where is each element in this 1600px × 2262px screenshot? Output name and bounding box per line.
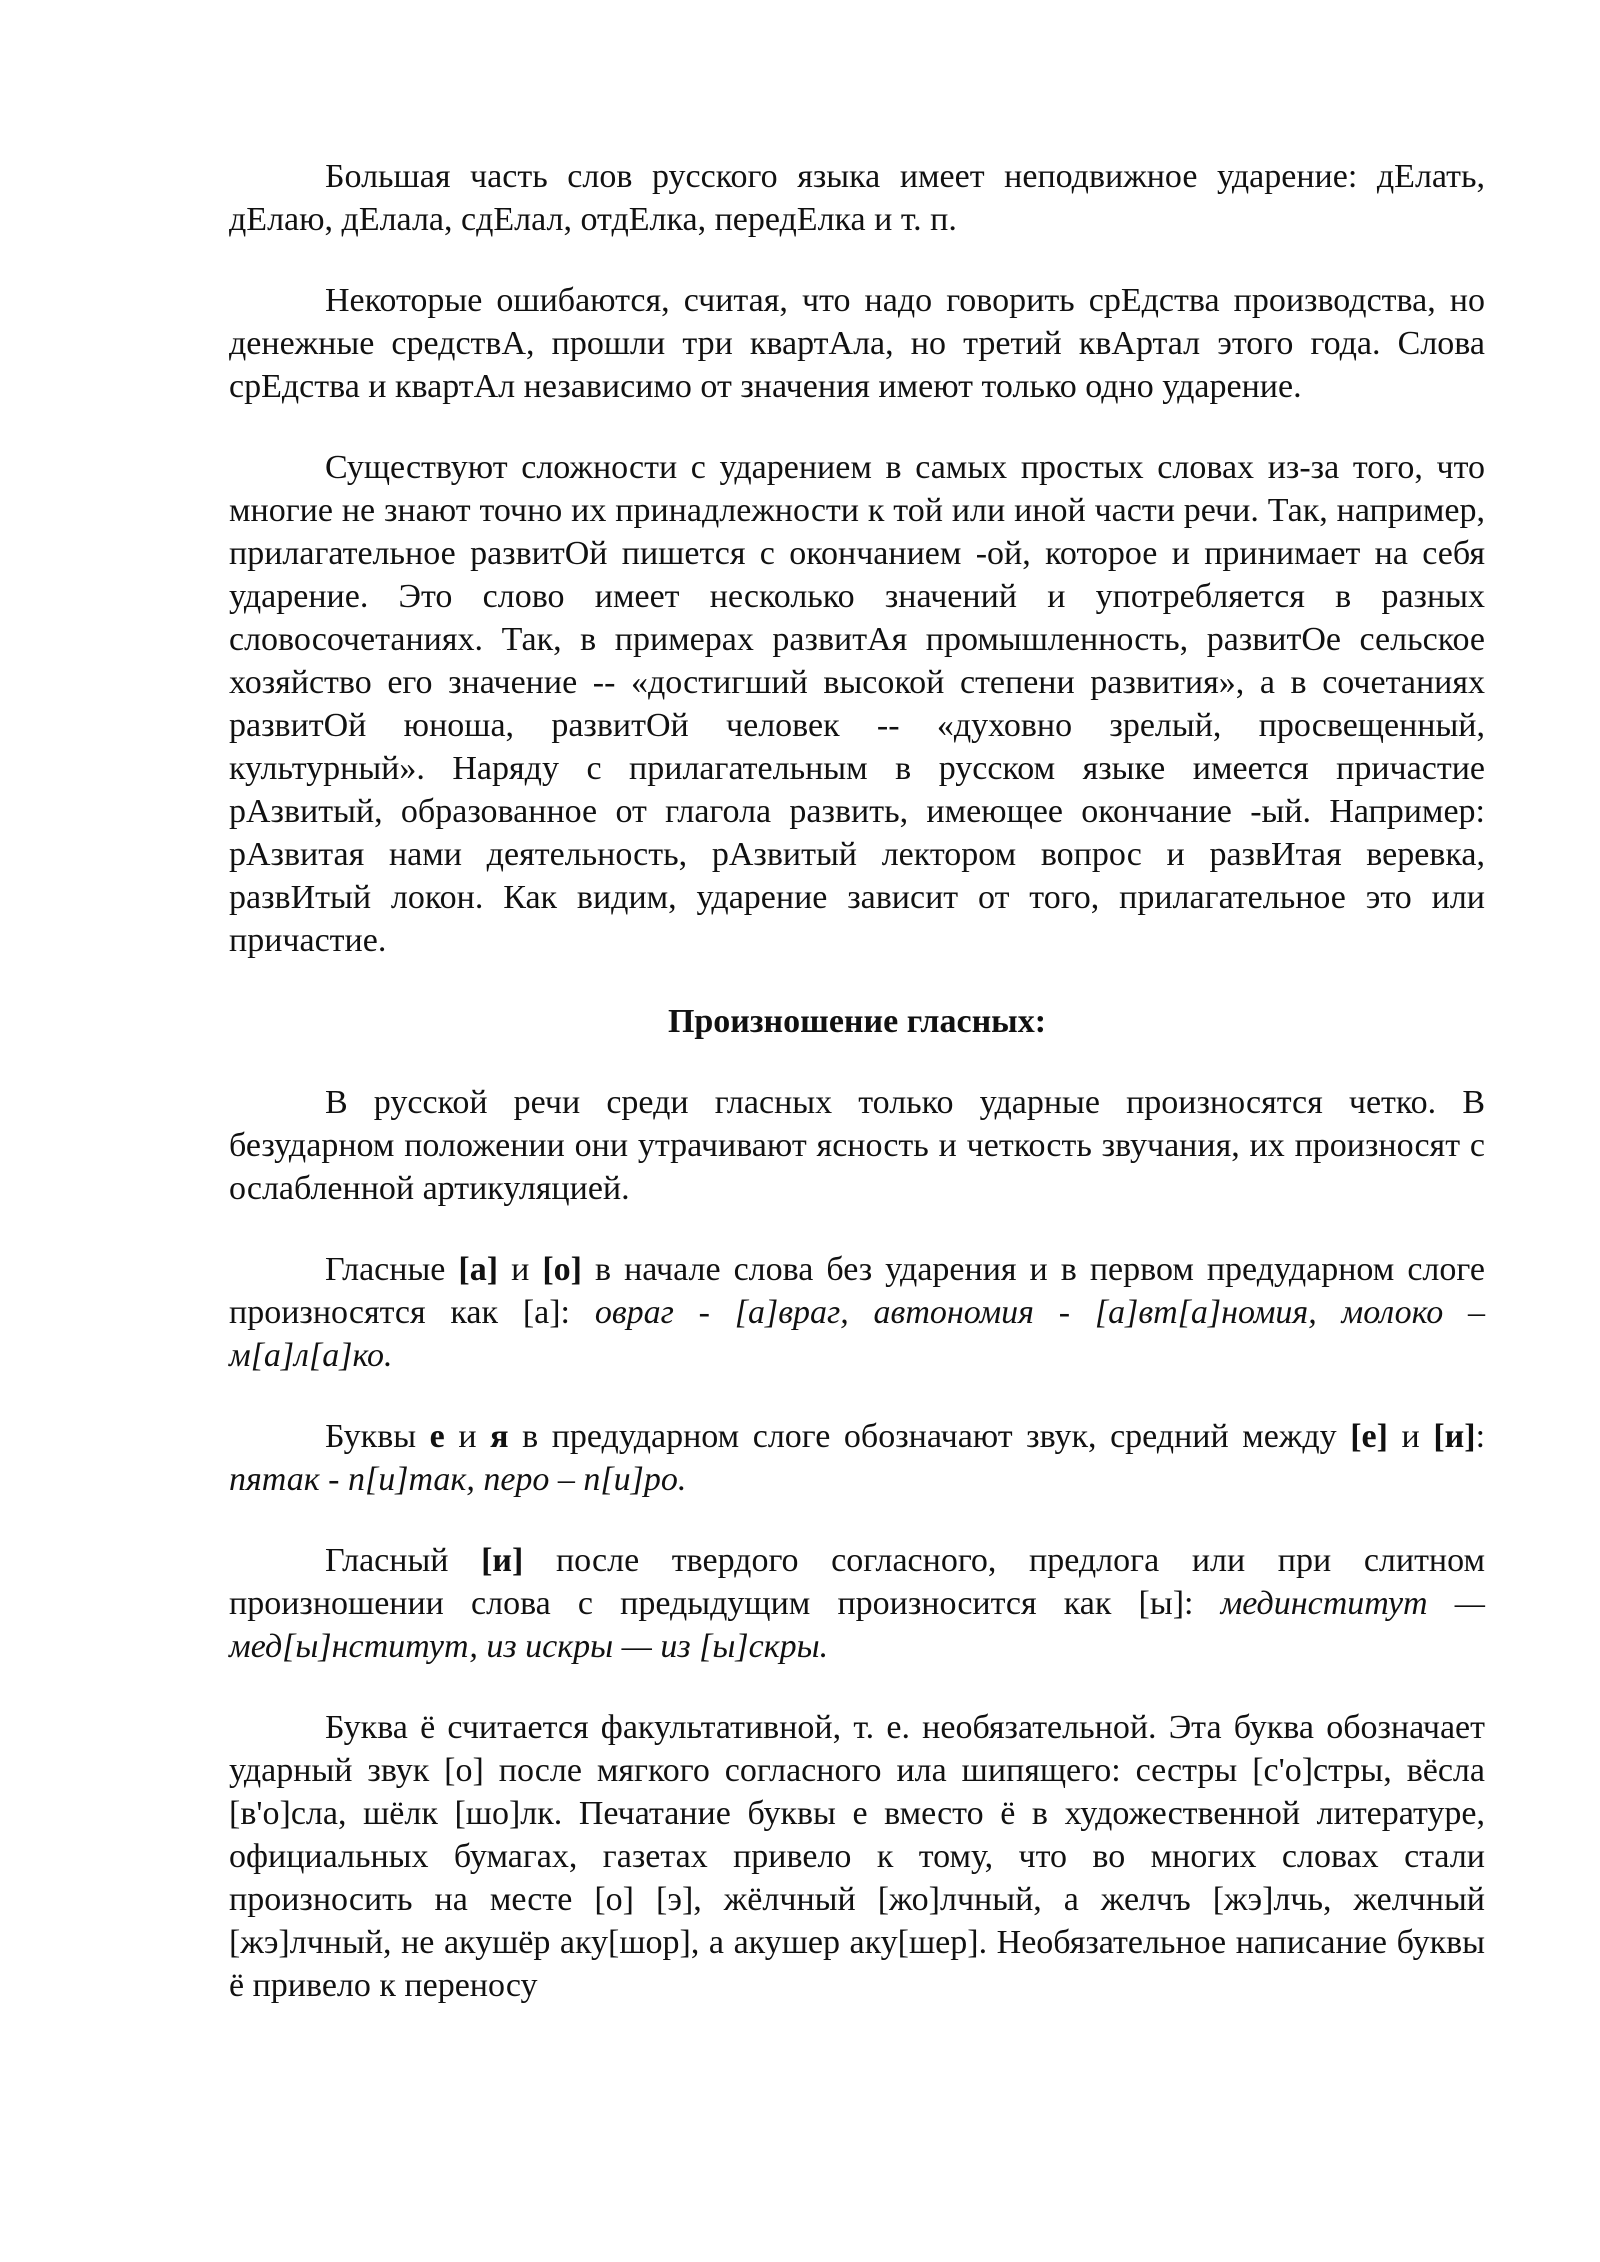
text-run: Гласные	[325, 1251, 459, 1288]
example-italic: пятак - п[и]так, перо – п[и]ро.	[229, 1461, 687, 1498]
sound-i-bold: [и]	[481, 1542, 524, 1579]
text-run: после твердого согласного, предлога или при слитном произношении слова с предыдущим произносится как [ы]:	[229, 1542, 1485, 1622]
text-run: и	[444, 1418, 491, 1455]
paragraph-letter-yo: Буква ё считается факультативной, т. е. необязательной. Эта буква обозначает ударный звук [о] после мягкого согласного ила шипящего: сестры [с'о]стры, вёсла [в'о]сла, шёлк [шо]лк. Печатание буквы е вместо ё в художественной литературе, официальных бумагах, газетах привело к тому, что во многих словах стали произносить на месте [о] [э], жёлчный [жо]лчный, а желчъ [жэ]лчь, желчный [жэ]лчный, не акушёр аку[шор], а акушер аку[шер]. Необязательное написание буквы ё привело к переносу	[229, 1709, 1485, 2004]
letter-ya-bold: я	[490, 1418, 509, 1455]
paragraph-letters-e-ya	[229, 1415, 1485, 1501]
letter-e-bold: е	[429, 1418, 445, 1455]
paragraph-fixed-stress: Большая часть слов русского языка имеет неподвижное ударение: дЕлать, дЕлаю, дЕлала, сдЕлал, отдЕлка, передЕлка и т. п.	[229, 158, 1485, 238]
vowel-a-bold: [а]	[458, 1251, 499, 1288]
text-run: :	[1475, 1418, 1486, 1455]
sound-i-bold: [и]	[1433, 1418, 1476, 1455]
text-run: Гласный	[325, 1542, 482, 1579]
text-run: в начале слова без ударения и в первом предударном слоге произносятся как [а]:	[229, 1251, 1485, 1331]
paragraph-adjective-participle: Существуют сложности с ударением в самых простых словах из-за того, что многие не знают точно их принадлежности к той или иной части речи. Так, например, прилагательное развитОй пишется с окончанием -ой, которое и принимает на себя ударение. Это слово имеет несколько значений и употребляется в разных словосочетаниях. Так, в примерах развитАя промышленность, развитОе сельское хозяйство его значение -- «достигший высокой степени развития», а в сочетаниях развитОй юноша, развитОй человек -- «духовно зрелый, просвещенный, культурный». Наряду с прилагательным в русском языке имеется причастие рАзвитый, образованное от глагола развить, имеющее окончание -ый. Например: рАзвитая нами деятельность, рАзвитый лектором вопрос и развИтая веревка, развИтый локон. Как видим, ударение зависит от того, прилагательное это или причастие.	[229, 449, 1485, 959]
example-italic: овраг - [а]враг, автономия - [а]вт[а]номия, молоко – м[а]л[а]ко.	[229, 1294, 1486, 1374]
example-italic: мединститут — мед[ы]нститут, из искры — из [ы]скры.	[229, 1585, 1485, 1665]
sound-e-bold: [е]	[1350, 1418, 1388, 1455]
text-run: Буквы	[325, 1418, 430, 1455]
paragraph-stress-errors: Некоторые ошибаются, считая, что надо говорить срЕдства производства, но денежные средствА, прошли три квартАла, но третий квАртал этого года. Слова срЕдства и квартАл независимо от значения имеют только одно ударение.	[229, 282, 1485, 405]
text-run: в предударном слоге обозначают звук, средний между	[508, 1418, 1351, 1455]
paragraph-vowel-reduction: В русской речи среди гласных только ударные произносятся четко. В безударном положении они утрачивают ясность и четкость звучания, их произносят с ослабленной артикуляцией.	[229, 1084, 1485, 1207]
text-run: и	[1387, 1418, 1434, 1455]
paragraph-vowel-i	[229, 1539, 1485, 1668]
section-heading-vowels: Произношение гласных:	[667, 1003, 1047, 1040]
document-body	[229, 155, 1485, 2045]
vowel-o-bold: [о]	[542, 1251, 582, 1288]
paragraph-vowels-a-o	[229, 1248, 1485, 1377]
text-run: и	[498, 1251, 543, 1288]
